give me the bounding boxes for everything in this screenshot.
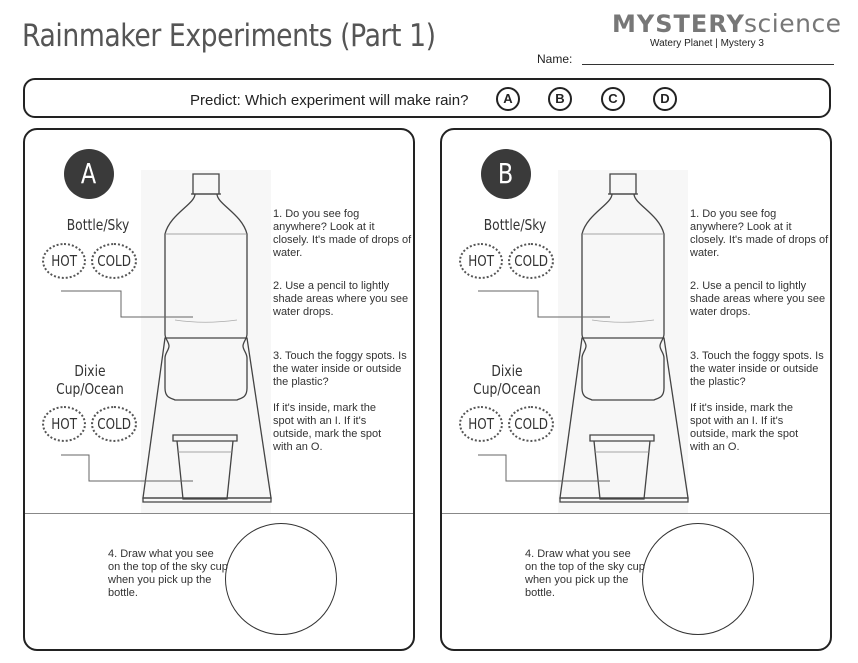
dixie-label: Dixie (491, 362, 523, 380)
cup-ocean-label: Cup/Ocean (56, 380, 124, 398)
dixie-label: Dixie (74, 362, 106, 380)
logo-science-text: science (744, 9, 842, 38)
step-4-text: 4. Draw what you see on the top of the sky cup when you pick up the bottle. (108, 548, 228, 599)
step-2-text: 2. Use a pencil to lightly shade areas where you see water drops. (690, 280, 826, 318)
predict-question: Predict: Which experiment will make rain? (190, 92, 469, 109)
panel-badge-b: B (481, 149, 531, 199)
step-3-text: 3. Touch the foggy spots. Is the water inside or outside the plastic? (690, 350, 824, 388)
choice-a[interactable]: A (496, 87, 520, 111)
choice-d[interactable]: D (653, 87, 677, 111)
choice-b[interactable]: B (548, 87, 572, 111)
hot-option[interactable]: HOT (459, 406, 503, 442)
experiment-panel-a (23, 128, 415, 651)
bottle-sky-label: Bottle/Sky (66, 216, 130, 234)
step-4-text: 4. Draw what you see on the top of the sky cup when you pick up the bottle. (525, 548, 645, 599)
mystery-science-logo (612, 9, 842, 40)
unit-subtitle: Watery Planet | Mystery 3 (650, 38, 764, 49)
step-2-text: 2. Use a pencil to lightly shade areas where you see water drops. (273, 280, 409, 318)
cold-option[interactable]: COLD (91, 243, 137, 279)
logo-mystery-text: MYSTERY (612, 10, 745, 38)
drawing-circle[interactable] (642, 523, 754, 635)
panel-badge-a: A (64, 149, 114, 199)
cold-option[interactable]: COLD (508, 243, 554, 279)
name-field-line[interactable] (582, 64, 834, 65)
experiment-panel-b (440, 128, 832, 651)
cold-option[interactable]: COLD (91, 406, 137, 442)
name-label: Name: (537, 52, 573, 66)
hot-option[interactable]: HOT (42, 243, 86, 279)
hot-option[interactable]: HOT (42, 406, 86, 442)
step-3-instructions: If it's inside, mark the spot with an I. If it's outside, mark the spot with an O. (690, 402, 799, 453)
step-3-instructions: If it's inside, mark the spot with an I. If it's outside, mark the spot with an O. (273, 402, 382, 453)
hot-option[interactable]: HOT (459, 243, 503, 279)
panel-divider (25, 513, 413, 514)
page-title: Rainmaker Experiments (Part 1) (22, 18, 436, 54)
step-1-text: 1. Do you see fog anywhere? Look at it closely. It's made of drops of water. (690, 208, 829, 259)
cold-option[interactable]: COLD (508, 406, 554, 442)
drawing-circle[interactable] (225, 523, 337, 635)
bottle-sky-label: Bottle/Sky (483, 216, 547, 234)
step-3-text: 3. Touch the foggy spots. Is the water inside or outside the plastic? (273, 350, 407, 388)
step-1-text: 1. Do you see fog anywhere? Look at it closely. It's made of drops of water. (273, 208, 412, 259)
panel-divider (442, 513, 830, 514)
choice-c[interactable]: C (601, 87, 625, 111)
cup-ocean-label: Cup/Ocean (473, 380, 541, 398)
predict-box (23, 78, 831, 118)
